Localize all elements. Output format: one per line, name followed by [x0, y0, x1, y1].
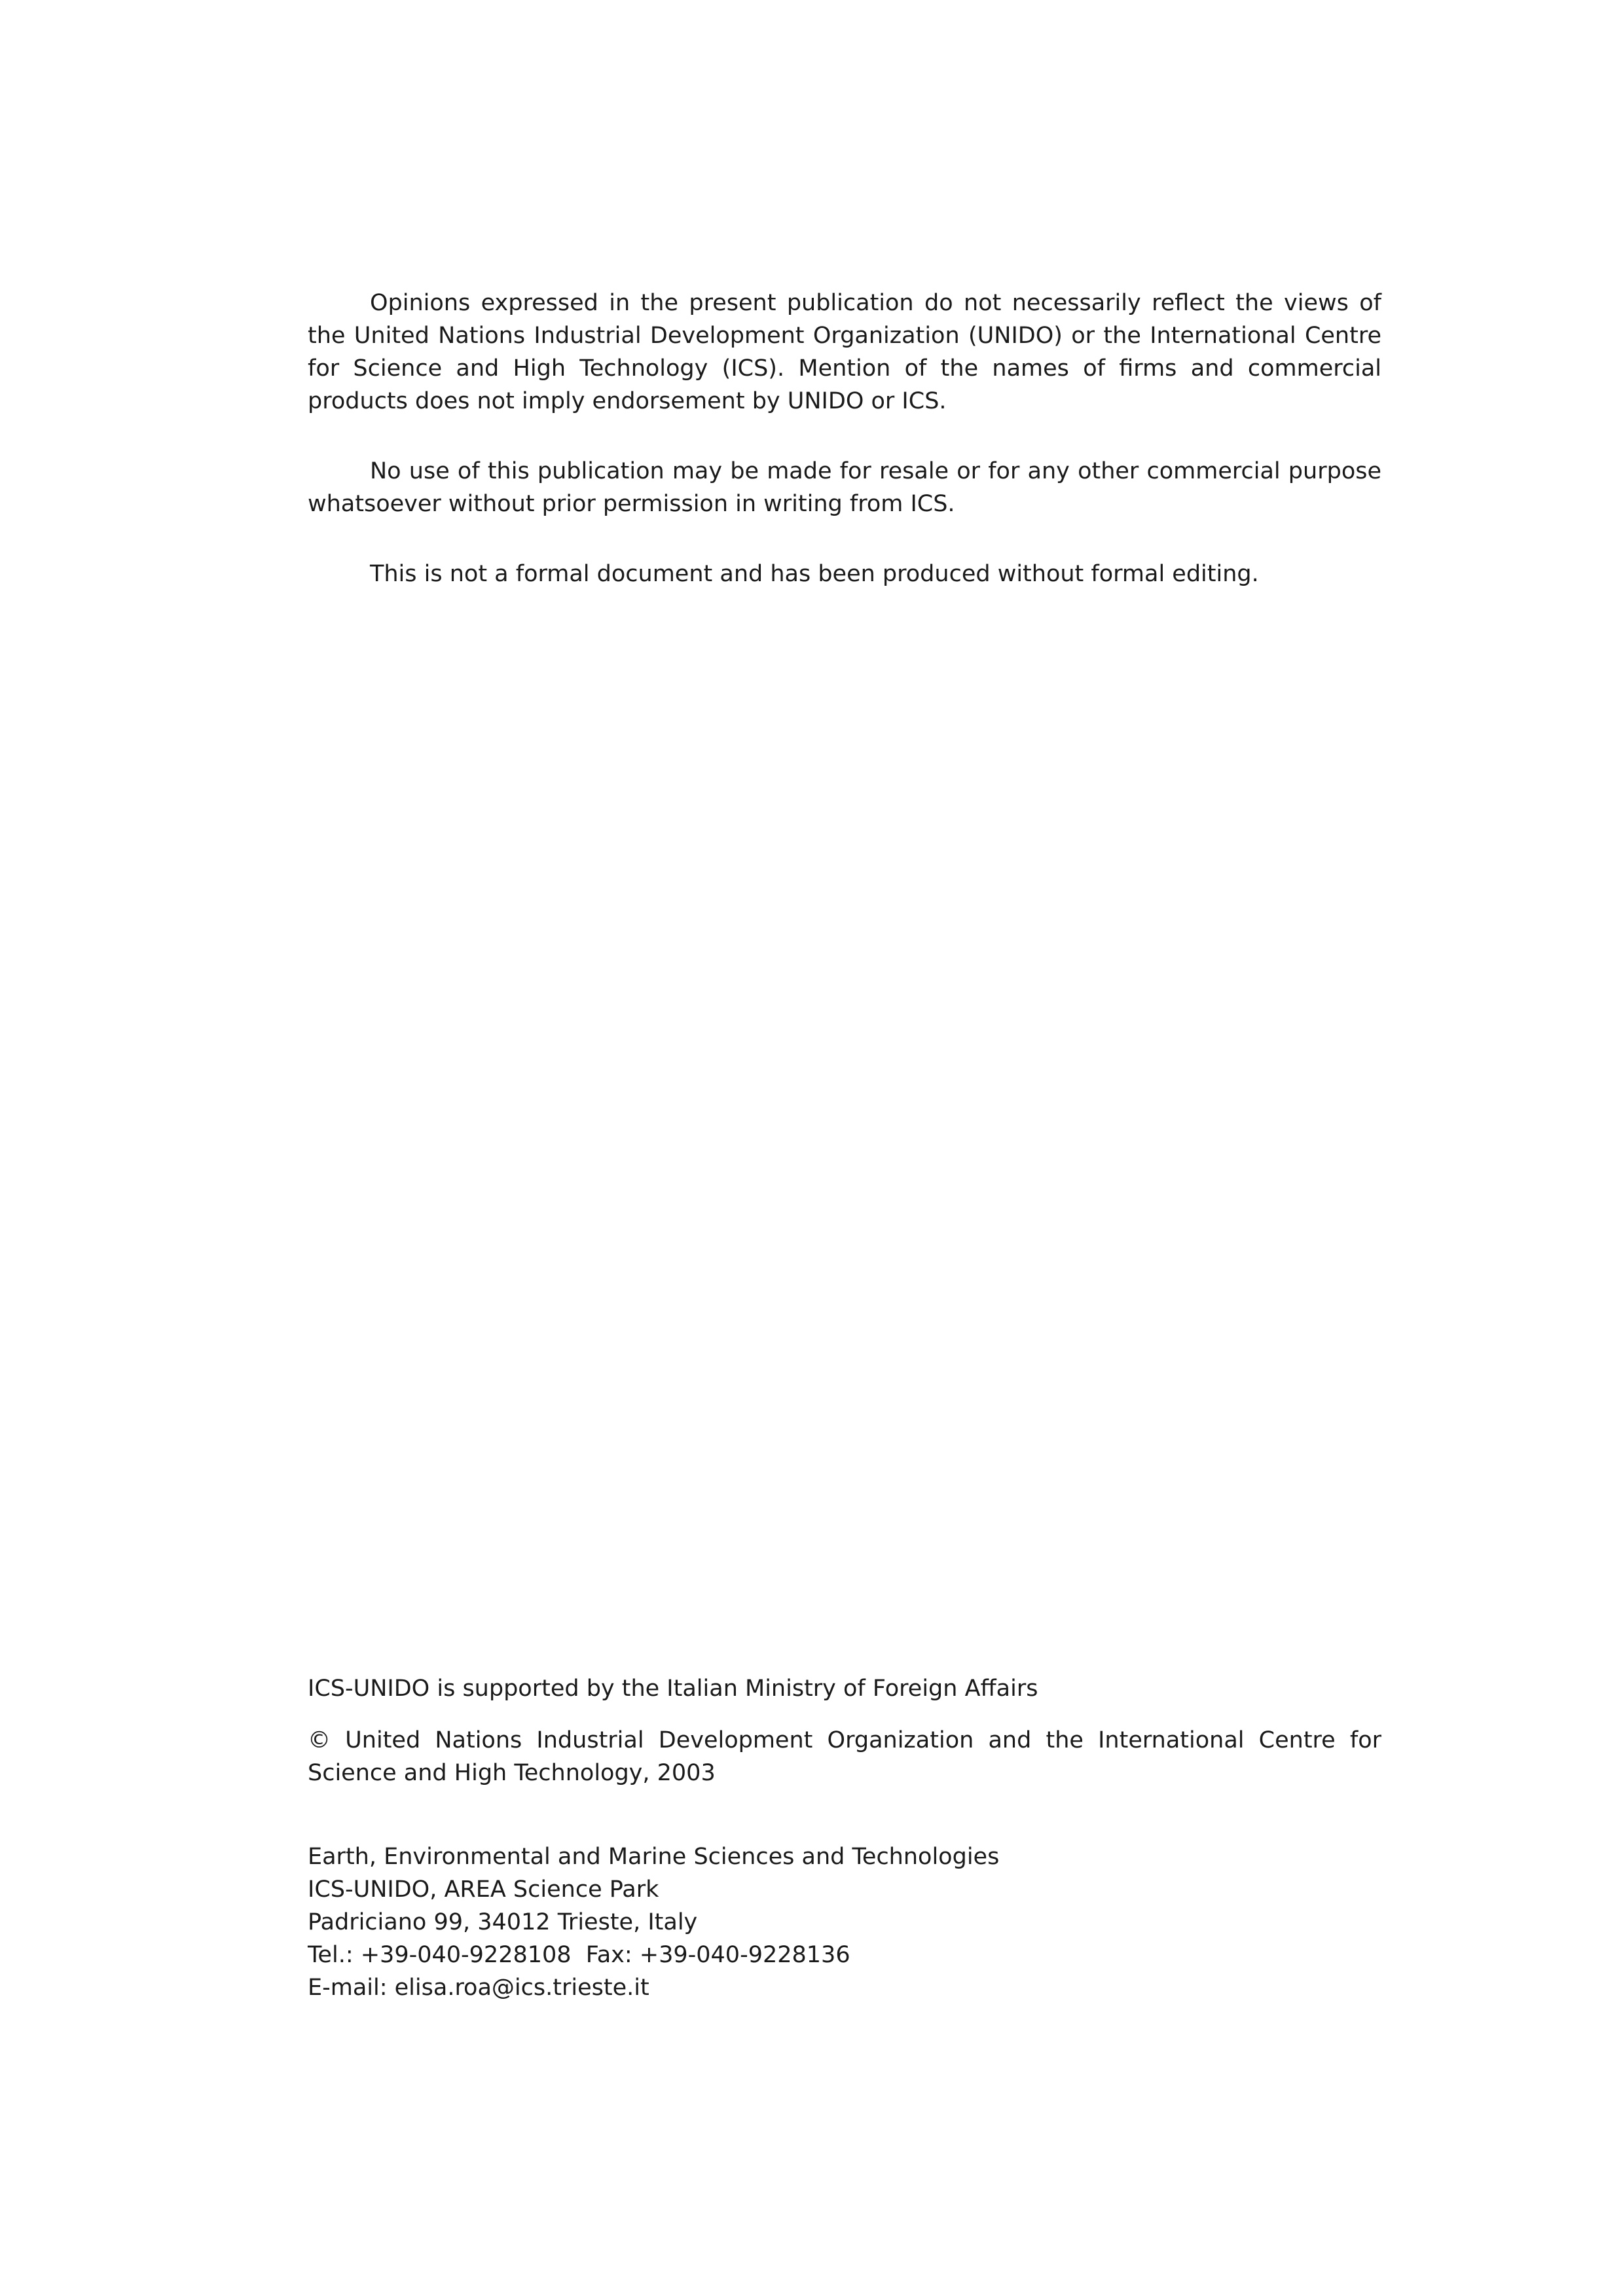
contact-address [308, 1840, 1381, 2004]
address-department: Earth, Environmental and Marine Sciences and Technologies [308, 1844, 1000, 1870]
disclaimer-paragraph-opinions: Opinions expressed in the present publication do not necessarily reflect the views of the United Nations Industrial Development Organization (UNIDO) or the International Centre for Science and High Technology (ICS). Mention of the names of firms and commercial products does not imply endorsement by UNIDO or ICS. [308, 290, 1381, 414]
address-street: Padriciano 99, 34012 Trieste, Italy [308, 1909, 698, 1935]
support-statement: ICS-UNIDO is supported by the Italian Ministry of Foreign Affairs [308, 1676, 1038, 1702]
address-email: E-mail: elisa.roa@ics.trieste.it [308, 1975, 649, 2001]
disclaimer-paragraph-resale: No use of this publication may be made for resale or for any other commercial purpose whatsoever without prior permission in writing from ICS. [308, 458, 1381, 517]
address-phone-fax: Tel.: +39-040-9228108 Fax: +39-040-9228136 [308, 1942, 850, 1968]
disclaimer-paragraph-formal: This is not a formal document and has been produced without formal editing. [370, 561, 1259, 587]
copyright-notice: © United Nations Industrial Development Organization and the International Centre for Science and High Technology, 2003 [308, 1727, 1381, 1786]
address-organization: ICS-UNIDO, AREA Science Park [308, 1876, 659, 1903]
